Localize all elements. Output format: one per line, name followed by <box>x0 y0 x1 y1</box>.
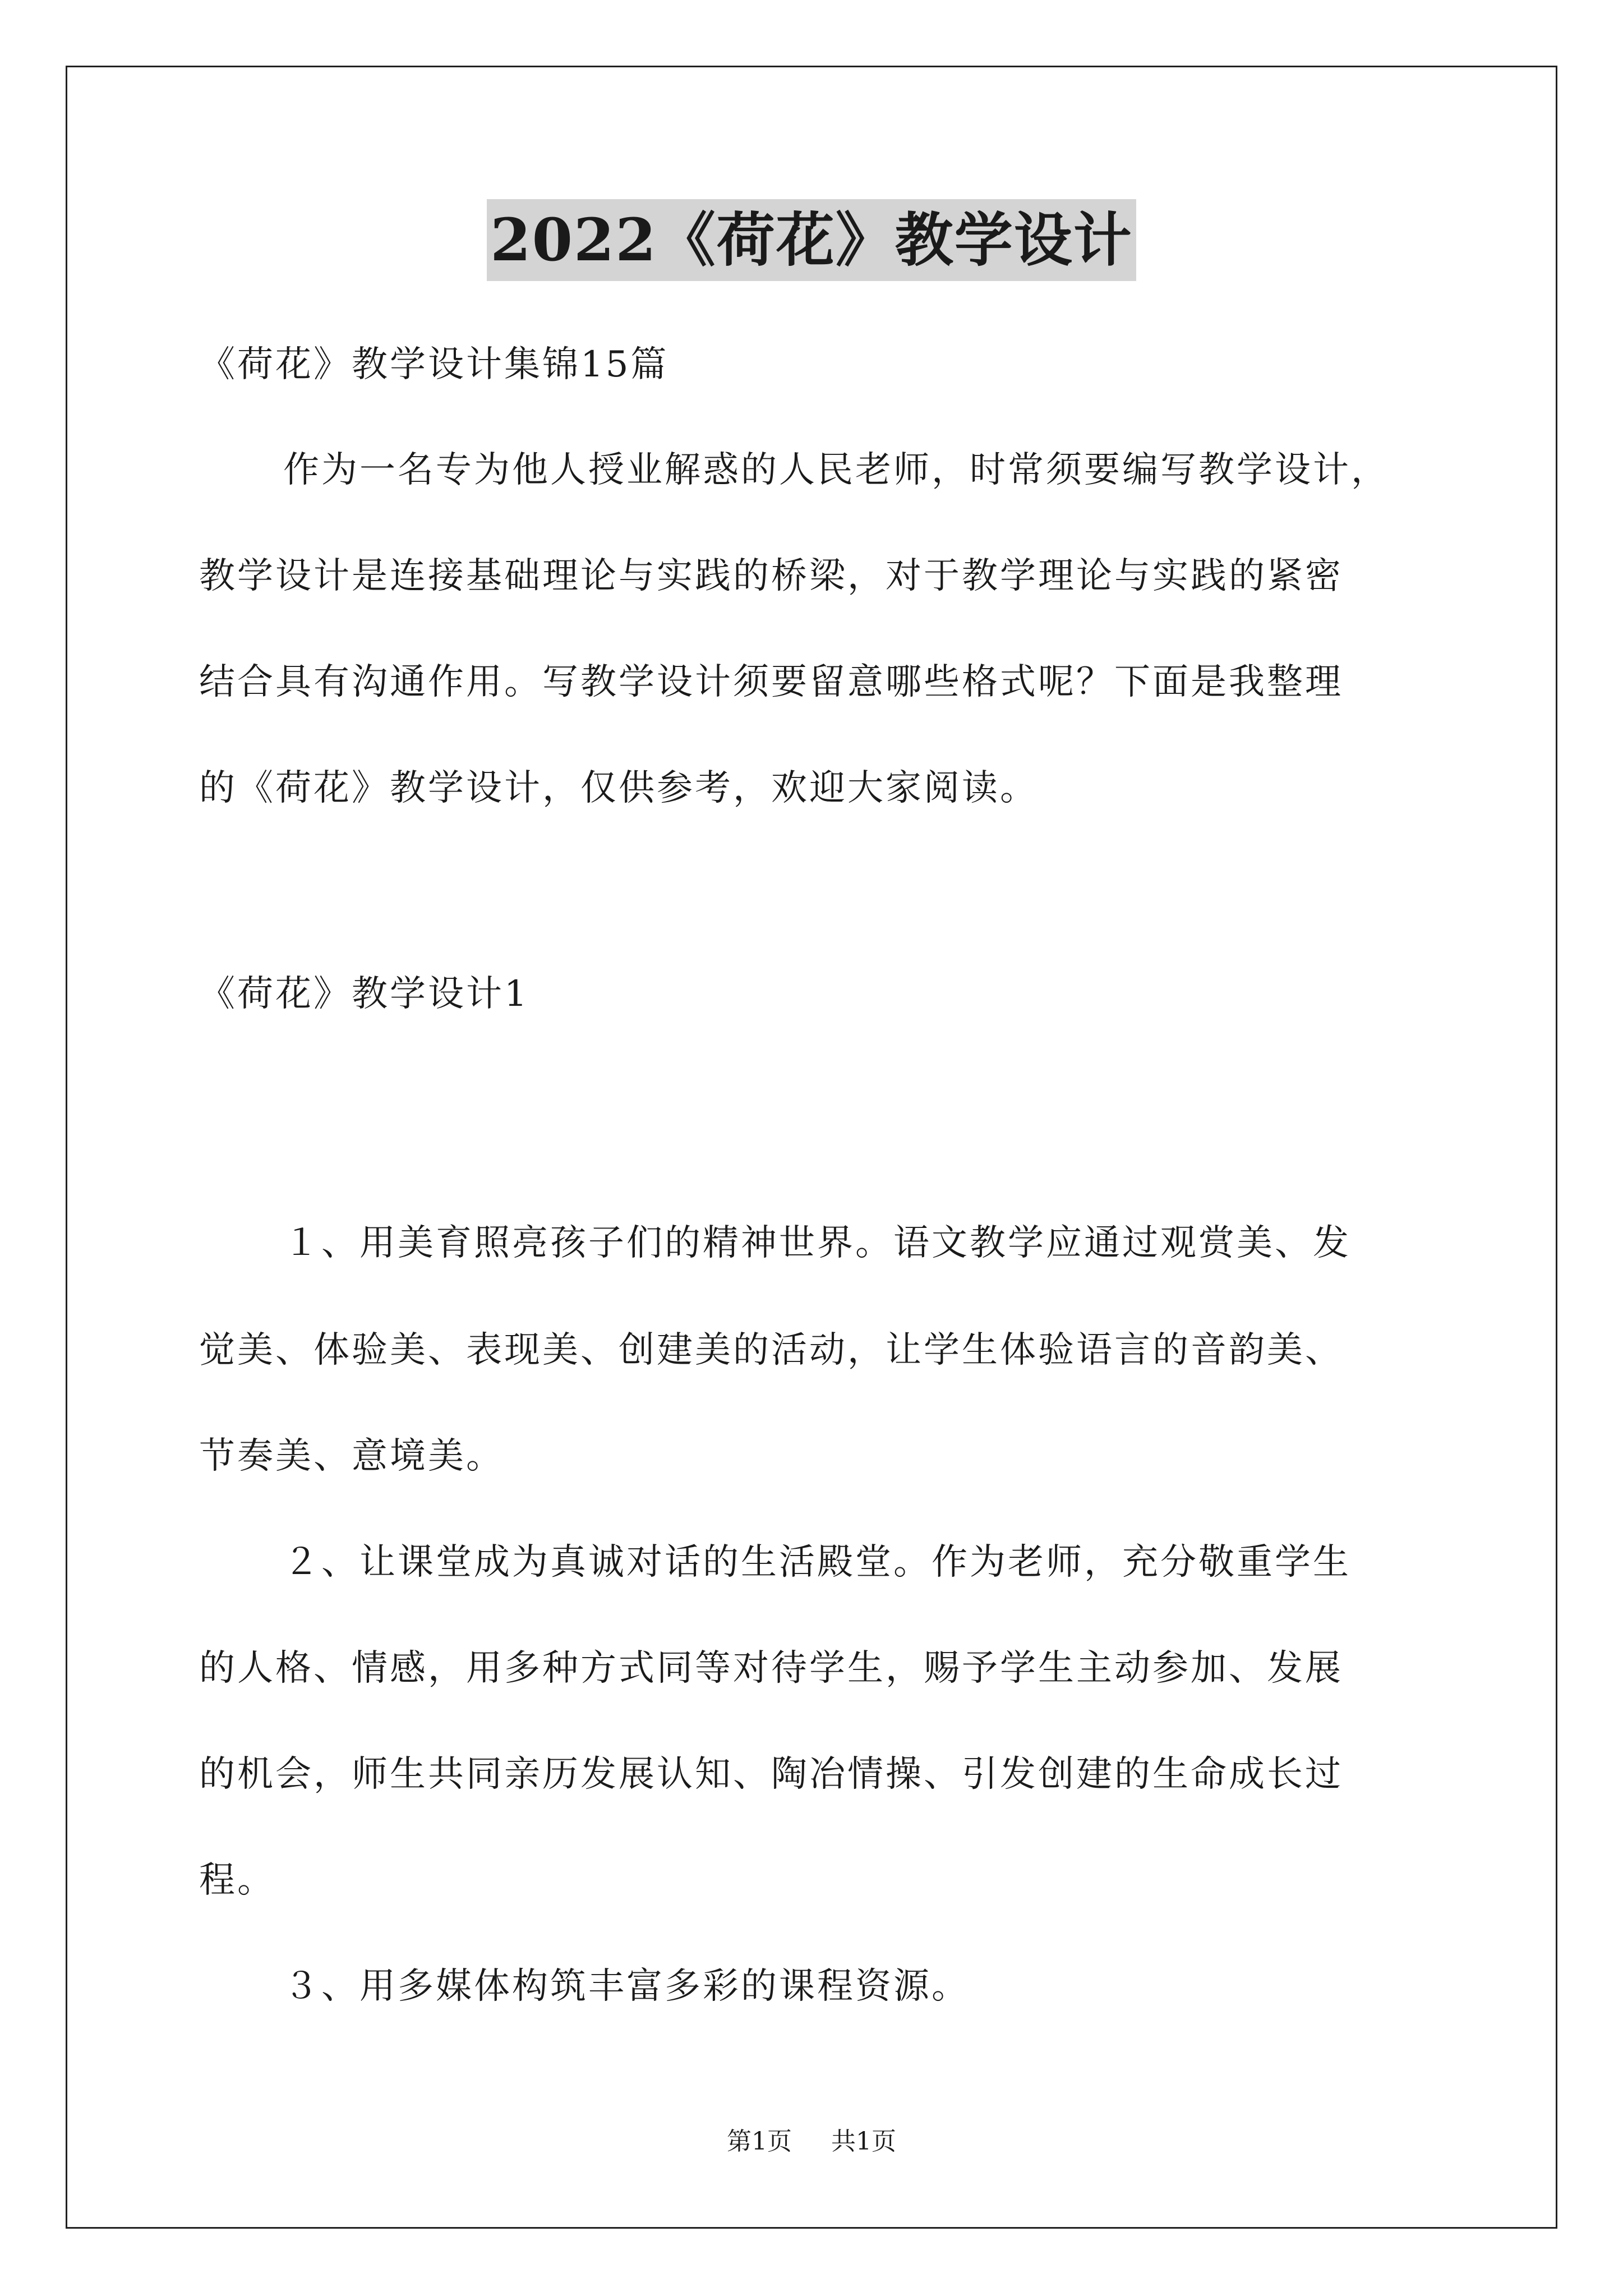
point1-line-2: 觉美、体验美、表现美、创建美的活动，让学生体验语言的音韵美、 <box>199 1329 1343 1371</box>
document-title: 2022《荷花》教学设计 <box>487 199 1136 281</box>
intro-line-3: 结合具有沟通作用。写教学设计须要留意哪些格式呢？下面是我整理 <box>199 661 1343 703</box>
subtitle: 《荷花》教学设计集锦15篇 <box>199 344 669 385</box>
page-number-current: 第1页 <box>727 2127 792 2156</box>
section-heading: 《荷花》教学设计1 <box>199 973 529 1015</box>
point2-line-3: 的机会，师生共同亲历发展认知、陶冶情操、引发创建的生命成长过 <box>199 1754 1343 1795</box>
point3-line-1: ３、用多媒体构筑丰富多彩的课程资源。 <box>283 1966 970 2007</box>
intro-line-4: 的《荷花》教学设计，仅供参考，欢迎大家阅读。 <box>199 767 1038 809</box>
intro-line-2: 教学设计是连接基础理论与实践的桥梁，对于教学理论与实践的紧密 <box>199 555 1343 597</box>
point2-line-1: ２、让课堂成为真诚对话的生活殿堂。作为老师，充分敬重学生 <box>283 1542 1351 1583</box>
page-footer <box>0 2125 1623 2159</box>
point2-line-4: 程。 <box>199 1860 275 1901</box>
point1-line-1: １、用美育照亮孩子们的精神世界。语文教学应通过观赏美、发 <box>283 1222 1351 1264</box>
point2-line-2: 的人格、情感，用多种方式同等对待学生，赐予学生主动参加、发展 <box>199 1648 1343 1689</box>
intro-line-1: 作为一名专为他人授业解惑的人民老师，时常须要编写教学设计， <box>283 449 1389 491</box>
point1-line-3: 节奏美、意境美。 <box>199 1435 504 1477</box>
page-border <box>66 66 1557 2229</box>
page-number-total: 共1页 <box>831 2127 896 2156</box>
title-container <box>0 199 1623 281</box>
